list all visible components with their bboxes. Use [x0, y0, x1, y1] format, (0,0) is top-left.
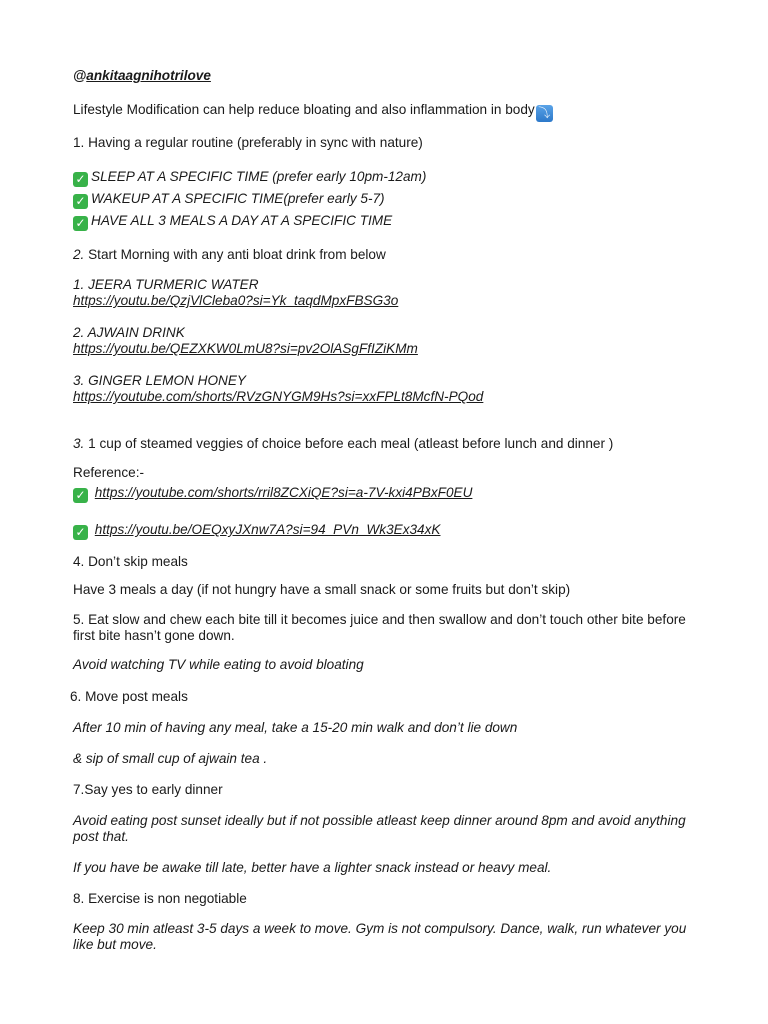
- list-item-text: SLEEP AT A SPECIFIC TIME (prefer early 10pm-12am): [91, 169, 427, 184]
- list-item: [73, 169, 426, 187]
- section5-note: Avoid watching TV while eating to avoid bloating: [73, 657, 364, 672]
- section6-text: After 10 min of having any meal, take a 15-20 min walk and don’t lie down: [73, 720, 518, 735]
- check-mark-icon: ✓: [73, 194, 88, 209]
- author-handle[interactable]: [73, 68, 211, 84]
- reference-item: [73, 522, 440, 540]
- intro-line: [73, 102, 553, 122]
- reference-link[interactable]: https://youtube.com/shorts/rril8ZCXiQE?si=a-7V-kxi4PBxF0EU: [94, 485, 473, 500]
- list-item: [73, 191, 385, 209]
- section-title-text: 1 cup of steamed veggies of choice before each meal (atleast before lunch and dinner ): [84, 436, 614, 451]
- check-mark-icon: ✓: [73, 525, 88, 540]
- section5-text: 5. Eat slow and chew each bite till it becomes juice and then swallow and don’t touch other bite before first bite hasn’t gone down.: [73, 612, 686, 643]
- handle-link[interactable]: ankitaagnihotrilove: [86, 68, 211, 83]
- drink-name: 1. JEERA TURMERIC WATER: [73, 277, 259, 292]
- section4-text: Have 3 meals a day (if not hungry have a small snack or some fruits but don’t skip): [73, 582, 571, 597]
- reference-link[interactable]: https://youtu.be/OEQxyJXnw7A?si=94_PVn_Wk3Ex34xK: [94, 522, 441, 537]
- section7-text: Avoid eating post sunset ideally but if not possible atleast keep dinner around 8pm and avoid anything post that.: [73, 813, 686, 844]
- at-sign: @: [73, 68, 87, 83]
- section4-title: 4. Don’t skip meals: [73, 554, 188, 569]
- section-title-text: Start Morning with any anti bloat drink from below: [84, 247, 386, 262]
- section8-text: Keep 30 min atleast 3-5 days a week to move. Gym is not compulsory. Dance, walk, run whatever you like but move.: [73, 921, 687, 952]
- section7-title: 7.Say yes to early dinner: [73, 782, 223, 797]
- list-item-text: WAKEUP AT A SPECIFIC TIME(prefer early 5-7): [91, 191, 385, 206]
- drink-name: 2. AJWAIN DRINK: [73, 325, 185, 340]
- section6-title: 6. Move post meals: [70, 689, 188, 704]
- check-mark-icon: ✓: [73, 172, 88, 187]
- section-number: 3.: [73, 436, 85, 451]
- drink-link[interactable]: https://youtu.be/QEZXKW0LmU8?si=pv2OlASgFfIZiKMm: [73, 341, 418, 356]
- intro-text: Lifestyle Modification can help reduce bloating and also inflammation in body: [73, 102, 535, 117]
- drink-name: 3. GINGER LEMON HONEY: [73, 373, 246, 388]
- section3-title: [73, 436, 613, 452]
- section6-text: & sip of small cup of ajwain tea .: [73, 751, 268, 766]
- arrow-down-right-icon: ⤵: [536, 105, 553, 122]
- check-mark-icon: ✓: [73, 216, 88, 231]
- list-item: [73, 213, 392, 231]
- reference-label: Reference:-: [73, 465, 145, 480]
- drink-link[interactable]: https://youtu.be/QzjVlCleba0?si=Yk_taqdMpxFBSG3o: [73, 293, 399, 308]
- reference-item: [73, 485, 472, 503]
- drink-link[interactable]: https://youtube.com/shorts/RVzGNYGM9Hs?si=xxFPLt8McfN-PQod: [73, 389, 484, 404]
- list-item-text: HAVE ALL 3 MEALS A DAY AT A SPECIFIC TIME: [91, 213, 393, 228]
- section8-title: 8. Exercise is non negotiable: [73, 891, 247, 906]
- section7-text: If you have be awake till late, better have a lighter snack instead or heavy meal.: [73, 860, 552, 875]
- section-number: 2.: [73, 247, 85, 262]
- check-mark-icon: ✓: [73, 488, 88, 503]
- section1-title: 1. Having a regular routine (preferably in sync with nature): [73, 135, 423, 150]
- section2-title: [73, 247, 386, 263]
